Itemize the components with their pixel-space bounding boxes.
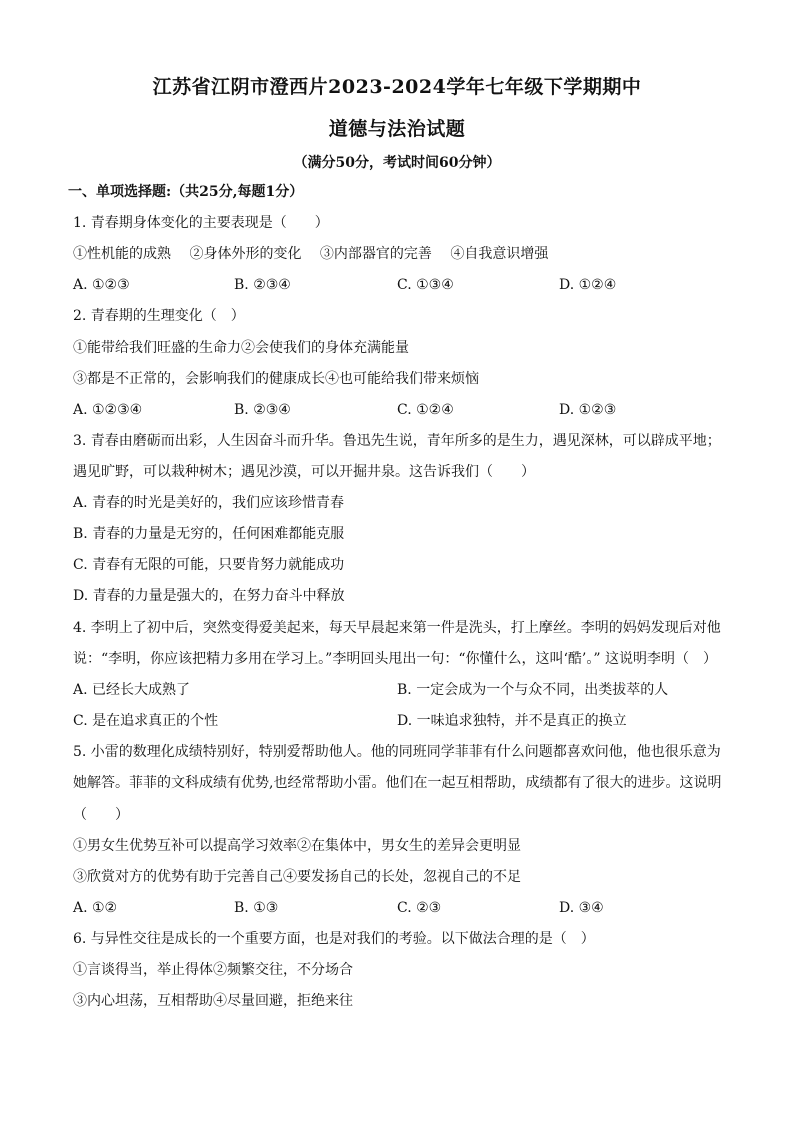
- q3-option-a: A. 青春的时光是美好的，我们应该珍惜青春: [73, 495, 345, 511]
- q6-stem: 6. 与异性交往是成长的一个重要方面，也是对我们的考验。以下做法合理的是（ ）: [73, 931, 595, 947]
- q2-stem: 2. 青春期的生理变化（ ）: [73, 308, 245, 324]
- q1-option-c: C. ①③④: [397, 277, 454, 293]
- q2-statement-1: ①能带给我们旺盛的生命力②会使我们的身体充满能量: [73, 340, 409, 356]
- q1-statement: ①性机能的成熟 ②身体外形的变化 ③内部器官的完善 ④自我意识增强: [73, 246, 549, 262]
- q1-option-a: A. ①②③: [73, 277, 130, 293]
- exam-note: （满分50分，考试时间60分钟）: [293, 155, 501, 171]
- q1-option-d: D. ①②④: [559, 277, 617, 293]
- q4-option-b: B. 一定会成为一个与众不同，出类拔萃的人: [397, 682, 669, 698]
- q3-option-c: C. 青春有无限的可能，只要肯努力就能成功: [73, 557, 345, 573]
- q3-option-d: D. 青春的力量是强大的，在努力奋斗中释放: [73, 588, 345, 604]
- q5-stem-line-2: 她解答。菲菲的文科成绩有优势,也经常帮助小雷。他们在一起互相帮助，成绩都有了很大的进步。这说明: [73, 775, 722, 791]
- q4-stem-line-1: 4. 李明上了初中后，突然变得爱美起来，每天早晨起来第一件是洗头，打上摩丝。李明的妈妈发现后对他: [73, 620, 721, 636]
- q1-option-b: B. ②③④: [234, 277, 291, 293]
- q5-stem-line-1: 5. 小雷的数理化成绩特别好，特别爱帮助他人。他的同班同学菲菲有什么问题都喜欢问他，他也很乐意为: [73, 744, 721, 760]
- q1-stem: 1. 青春期身体变化的主要表现是（ ）: [73, 215, 329, 231]
- exam-title: 江苏省江阴市澄西片2023-2024学年七年级下学期期中: [152, 76, 642, 98]
- q3-stem-line-1: 3. 青春由磨砺而出彩，人生因奋斗而升华。鲁迅先生说，青年所多的是生力，遇见深林，可以辟成平地；: [73, 433, 721, 449]
- q3-option-b: B. 青春的力量是无穷的，任何困难都能克服: [73, 526, 345, 542]
- q2-option-b: B. ②③④: [234, 402, 291, 418]
- q2-option-c: C. ①②④: [397, 402, 454, 418]
- q5-option-d: D. ③④: [559, 900, 604, 916]
- q2-statement-2: ③都是不正常的，会影响我们的健康成长④也可能给我们带来烦恼: [73, 371, 479, 387]
- q4-option-d: D. 一味追求独特，并不是真正的换立: [397, 713, 627, 729]
- q2-option-a: A. ①②③④: [73, 402, 143, 418]
- section-heading: 一、单项选择题:（共25分,每题1分）: [68, 184, 304, 200]
- q5-stem-line-3: （ ）: [73, 807, 129, 823]
- q5-statement-1: ①男女生优势互补可以提高学习效率②在集体中，男女生的差异会更明显: [73, 838, 521, 854]
- q5-option-b: B. ①③: [234, 900, 279, 916]
- q4-stem-line-2: 说：“李明，你应该把精力多用在学习上。”李明回头甩出一句：“你懂什么，这叫‘酷’。” 这说明李明（ ）: [73, 651, 717, 667]
- q4-option-a: A. 已经长大成熟了: [73, 682, 191, 698]
- exam-subject: 道德与法治试题: [328, 118, 466, 140]
- q6-statement-2: ③内心坦荡，互相帮助④尽量回避，拒绝来往: [73, 993, 353, 1009]
- q5-option-a: A. ①②: [73, 900, 118, 916]
- q3-stem-line-2: 遇见旷野，可以栽种树木；遇见沙漠，可以开掘井泉。这告诉我们（ ）: [73, 464, 535, 480]
- q6-statement-1: ①言谈得当，举止得体②频繁交往，不分场合: [73, 962, 353, 978]
- q5-statement-2: ③欣赏对方的优势有助于完善自己④要发扬自己的长处，忽视自己的不足: [73, 869, 521, 885]
- q2-option-d: D. ①②③: [559, 402, 617, 418]
- q5-option-c: C. ②③: [397, 900, 442, 916]
- q4-option-c: C. 是在追求真正的个性: [73, 713, 219, 729]
